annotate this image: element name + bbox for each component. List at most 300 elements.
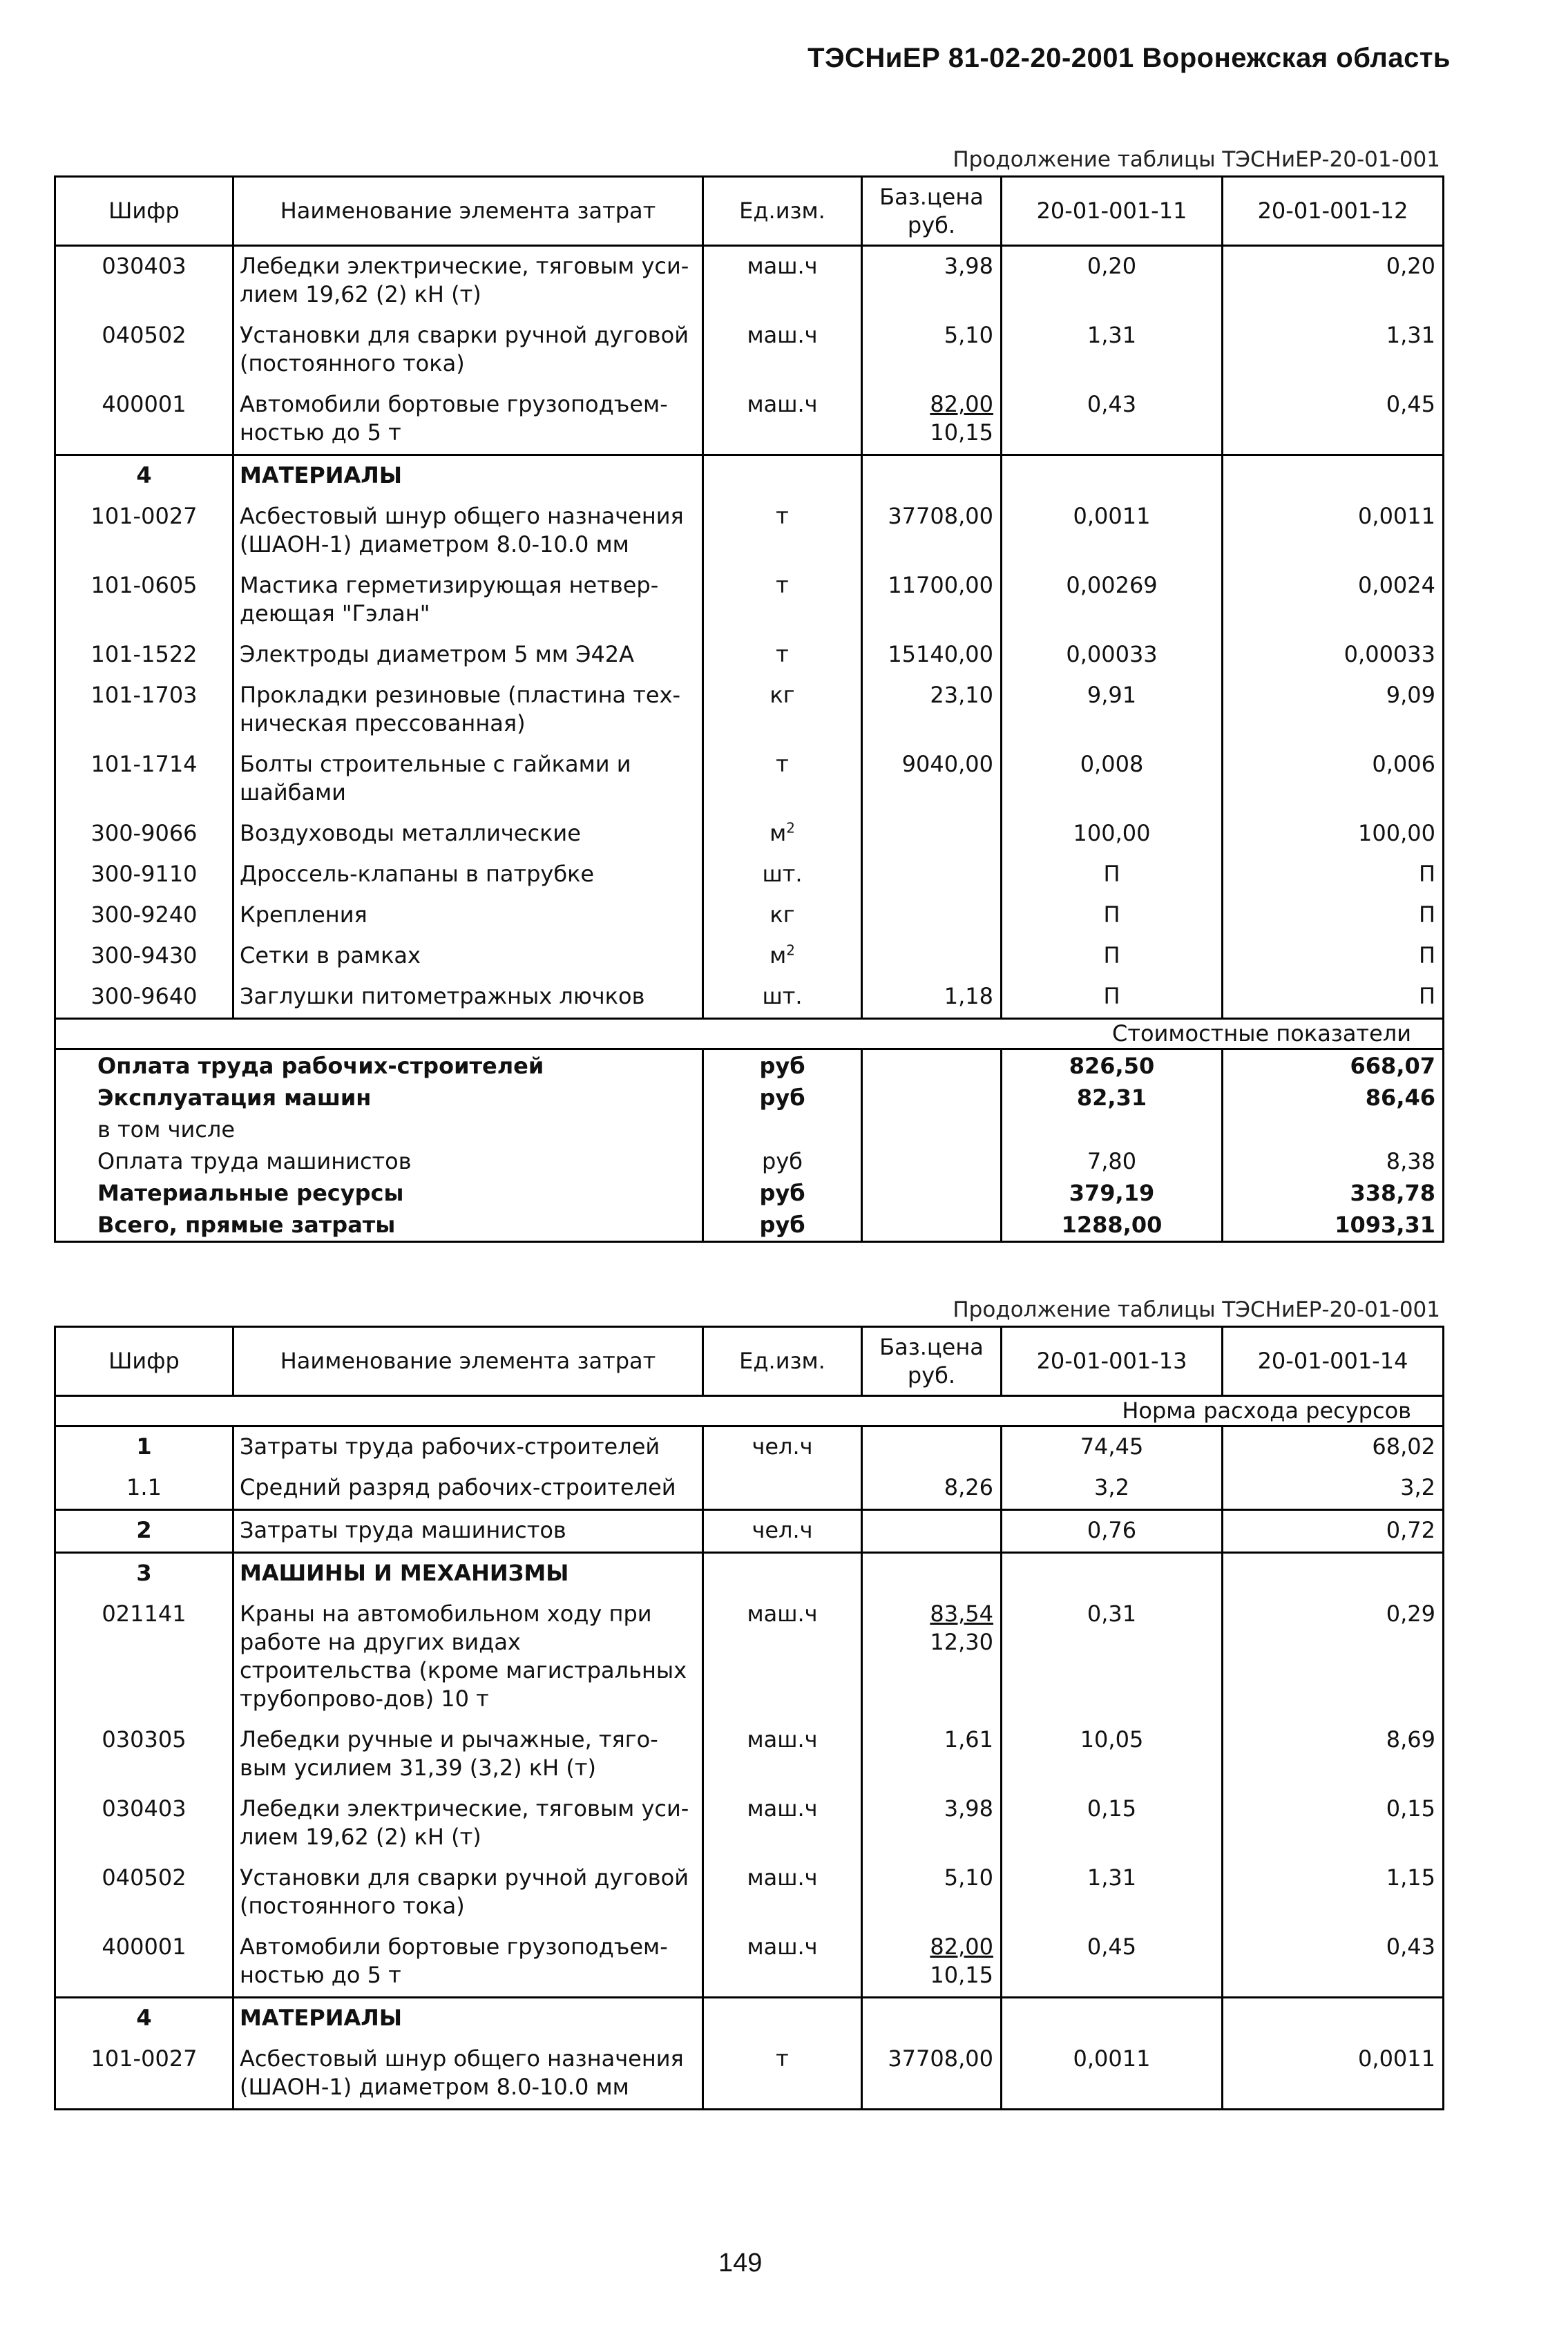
unit-cell	[703, 1927, 862, 1998]
item-name: Установки для сварки ручной дуговой (постоянного тока)	[240, 322, 689, 376]
code-cell	[55, 2039, 233, 2110]
column-header: Ед.изм.	[739, 1348, 825, 1374]
cost-label-cell	[55, 1082, 703, 1114]
unit-cell	[703, 316, 862, 385]
column-header-cell	[233, 177, 703, 246]
empty-cell	[862, 455, 1002, 497]
name-cell	[233, 1510, 703, 1553]
cost-label: Оплата труда машинистов	[97, 1148, 412, 1174]
value-cell	[1223, 1720, 1444, 1789]
value-cell	[1002, 1927, 1223, 1998]
cost-value-2: 8,38	[1386, 1148, 1435, 1174]
unit-cell	[703, 1468, 862, 1510]
cost-value-1: 379,19	[1069, 1180, 1155, 1206]
column-header-cell	[862, 1327, 1002, 1396]
column-header: Шифр	[108, 198, 180, 224]
unit-cell	[703, 1858, 862, 1927]
unit-superscript: 2	[786, 819, 795, 837]
price-cell	[862, 855, 1002, 895]
item-unit: чел.ч	[752, 1433, 813, 1460]
value-cell	[1002, 246, 1223, 316]
price-cell	[862, 1468, 1002, 1510]
band-row	[55, 1019, 1444, 1049]
code-cell	[55, 246, 233, 316]
item-code: 300-9240	[90, 901, 198, 928]
cost-label: Материальные ресурсы	[97, 1180, 404, 1206]
value-cell	[1223, 1510, 1444, 1553]
column-header: Наименование элемента затрат	[280, 198, 656, 224]
band-cell	[55, 1019, 1444, 1049]
cost-unit: руб	[759, 1053, 805, 1079]
item-unit: маш.ч	[747, 1934, 818, 1960]
unit-cell	[703, 497, 862, 566]
empty-cell	[862, 1553, 1002, 1595]
item-code: 101-0605	[90, 572, 198, 598]
table-row	[55, 977, 1444, 1019]
value-cell	[1002, 977, 1223, 1019]
empty-cell	[862, 1209, 1002, 1242]
table-row	[55, 1789, 1444, 1858]
name-cell	[233, 895, 703, 936]
name-cell	[233, 1927, 703, 1998]
unit-cell	[703, 566, 862, 635]
column-header: 20-01-001-14	[1257, 1348, 1408, 1374]
column-header: Баз.цена руб.	[879, 1333, 984, 1388]
item-price: 3,98	[944, 1795, 993, 1822]
item-price: 8,26	[944, 1474, 993, 1500]
value-1: 0,0011	[1073, 2045, 1151, 2072]
value-cell	[1223, 1114, 1444, 1145]
name-cell	[233, 977, 703, 1019]
code-cell	[55, 1789, 233, 1858]
cost-value-1: 826,50	[1069, 1053, 1155, 1079]
name-cell	[233, 2039, 703, 2110]
value-2: 0,45	[1386, 391, 1435, 417]
unit-cell	[703, 1177, 862, 1209]
empty-cell	[862, 1082, 1002, 1114]
value-2: 0,43	[1386, 1934, 1435, 1960]
cost-row	[55, 1082, 1444, 1114]
cost-value-1: 7,80	[1087, 1148, 1137, 1174]
value-1: 1,31	[1087, 322, 1137, 348]
unit-cell	[703, 1510, 862, 1553]
price-cell	[862, 1426, 1002, 1469]
table-row	[55, 676, 1444, 745]
value-cell	[1002, 745, 1223, 814]
code-cell	[55, 1927, 233, 1998]
value-cell	[1223, 246, 1444, 316]
item-unit: шт.	[762, 861, 803, 887]
value-cell	[1223, 1049, 1444, 1082]
table-row	[55, 1468, 1444, 1510]
name-cell	[233, 814, 703, 855]
empty-cell	[862, 1049, 1002, 1082]
value-2: 0,72	[1386, 1517, 1435, 1543]
code-cell	[55, 635, 233, 676]
item-price: 1,18	[944, 983, 993, 1009]
code-cell	[55, 1510, 233, 1553]
unit-cell	[703, 814, 862, 855]
value-cell	[1002, 1594, 1223, 1720]
value-cell	[1223, 1594, 1444, 1720]
section-title: МАШИНЫ И МЕХАНИЗМЫ	[240, 1560, 569, 1586]
name-cell	[233, 1468, 703, 1510]
column-header-cell	[862, 177, 1002, 246]
value-cell	[1223, 1858, 1444, 1927]
value-2: 100,00	[1358, 820, 1435, 846]
unit-cell	[703, 936, 862, 977]
item-name: Крепления	[240, 901, 367, 928]
code-cell	[55, 1468, 233, 1510]
value-cell	[1002, 1145, 1223, 1177]
value-2: 68,02	[1372, 1433, 1435, 1460]
item-price: 5,10	[944, 1864, 993, 1891]
cost-label-cell	[55, 1177, 703, 1209]
name-cell	[233, 635, 703, 676]
item-code: 021141	[102, 1601, 187, 1627]
value-1: 9,91	[1087, 682, 1137, 708]
unit-cell	[703, 1594, 862, 1720]
column-header-cell	[233, 1327, 703, 1396]
item-name: Прокладки резиновые (пластина тех-ническая прессованная)	[240, 682, 681, 736]
value-cell	[1002, 1049, 1223, 1082]
cost-value-2: 1093,31	[1335, 1212, 1435, 1238]
name-cell	[233, 497, 703, 566]
code-cell	[55, 566, 233, 635]
column-header: Ед.изм.	[739, 198, 825, 224]
unit-cell	[703, 1145, 862, 1177]
name-cell	[233, 1594, 703, 1720]
value-2: П	[1418, 861, 1435, 887]
table-row	[55, 635, 1444, 676]
item-name: Автомобили бортовые грузоподъем-ностью до 5 т	[240, 391, 668, 446]
value-1: 0,15	[1087, 1795, 1137, 1822]
empty-cell	[862, 1177, 1002, 1209]
cost-unit: руб	[759, 1085, 805, 1111]
value-cell	[1223, 316, 1444, 385]
cost-unit: руб	[762, 1148, 803, 1174]
unit-cell	[703, 1114, 862, 1145]
table-row	[55, 1858, 1444, 1927]
document-header: ТЭСНиЕР 81-02-20-2001 Воронежская область	[807, 43, 1451, 73]
item-name: Лебедки электрические, тяговым уси-лием 19,62 (2) кН (т)	[240, 1795, 689, 1850]
cost-label: Эксплуатация машин	[97, 1085, 372, 1111]
item-code: 101-1703	[90, 682, 198, 708]
item-code: 300-9110	[90, 861, 198, 887]
table-header-row	[55, 177, 1444, 246]
value-1: П	[1103, 901, 1120, 928]
price-cell	[862, 895, 1002, 936]
unit-cell	[703, 1049, 862, 1082]
value-2: 0,20	[1386, 253, 1435, 279]
item-name: Затраты труда машинистов	[240, 1517, 566, 1543]
column-header-cell	[1002, 1327, 1223, 1396]
code-cell	[55, 936, 233, 977]
item-unit: чел.ч	[752, 1517, 813, 1543]
item-code: 400001	[102, 1934, 187, 1960]
item-price: 82,00	[930, 391, 993, 417]
column-header-cell	[1223, 177, 1444, 246]
code-cell	[55, 1594, 233, 1720]
item-price: 5,10	[944, 322, 993, 348]
section-code: 4	[136, 2005, 152, 2031]
value-cell	[1223, 676, 1444, 745]
item-name: Установки для сварки ручной дуговой (постоянного тока)	[240, 1864, 689, 1919]
unit-cell	[703, 1209, 862, 1242]
empty-cell	[862, 1114, 1002, 1145]
unit-cell	[703, 1720, 862, 1789]
value-1: П	[1103, 942, 1120, 968]
value-cell	[1223, 1468, 1444, 1510]
column-header: 20-01-001-12	[1257, 198, 1408, 224]
table-row	[55, 1927, 1444, 1998]
item-price: 15140,00	[888, 641, 993, 667]
value-1: 74,45	[1080, 1433, 1144, 1460]
unit-cell	[703, 676, 862, 745]
section-row	[55, 1553, 1444, 1595]
value-cell	[1223, 497, 1444, 566]
code-cell	[55, 745, 233, 814]
code-cell	[55, 1720, 233, 1789]
value-1: 0,76	[1087, 1517, 1137, 1543]
price-cell	[862, 814, 1002, 855]
item-code: 300-9640	[90, 983, 198, 1009]
table-row	[55, 566, 1444, 635]
item-unit: м	[769, 820, 787, 846]
item-unit: т	[776, 641, 789, 667]
section-row	[55, 455, 1444, 497]
cost-value-1: 82,31	[1076, 1085, 1147, 1111]
empty-cell	[862, 1998, 1002, 2040]
name-cell	[233, 1789, 703, 1858]
value-cell	[1002, 895, 1223, 936]
name-cell	[233, 1426, 703, 1469]
empty-cell	[1002, 1553, 1223, 1595]
name-cell	[233, 566, 703, 635]
unit-cell	[703, 977, 862, 1019]
empty-cell	[1223, 1553, 1444, 1595]
column-header: Шифр	[108, 1348, 180, 1374]
price-cell	[862, 1510, 1002, 1553]
code-cell	[55, 497, 233, 566]
item-price-secondary: 10,15	[930, 1962, 993, 1988]
column-header-cell	[1002, 177, 1223, 246]
name-cell	[233, 936, 703, 977]
price-cell	[862, 316, 1002, 385]
value-cell	[1223, 977, 1444, 1019]
value-cell	[1002, 1426, 1223, 1469]
item-code: 101-1522	[90, 641, 198, 667]
item-unit: кг	[769, 682, 795, 708]
item-code: 040502	[102, 322, 187, 348]
empty-cell	[1002, 1998, 1223, 2040]
value-1: 0,0011	[1073, 503, 1151, 529]
item-code: 2	[136, 1517, 152, 1543]
table2-caption: Продолжение таблицы ТЭСНиЕР-20-01-001	[953, 1297, 1440, 1322]
value-2: 8,69	[1386, 1726, 1435, 1753]
item-code: 040502	[102, 1864, 187, 1891]
price-cell	[862, 977, 1002, 1019]
value-cell	[1002, 1789, 1223, 1858]
cost-row	[55, 1145, 1444, 1177]
item-price: 37708,00	[888, 2045, 993, 2072]
name-cell	[233, 1998, 703, 2040]
table-row	[55, 1426, 1444, 1469]
value-1: 1,31	[1087, 1864, 1137, 1891]
cost-label: Оплата труда рабочих-строителей	[97, 1053, 544, 1079]
item-unit: т	[776, 572, 789, 598]
unit-cell	[703, 635, 862, 676]
value-cell	[1223, 814, 1444, 855]
item-code: 030305	[102, 1726, 187, 1753]
value-cell	[1223, 895, 1444, 936]
item-unit: м	[769, 942, 787, 968]
column-header-cell	[55, 1327, 233, 1396]
column-header-cell	[1223, 1327, 1444, 1396]
value-cell	[1002, 497, 1223, 566]
item-name: Автомобили бортовые грузоподъем-ностью до 5 т	[240, 1934, 668, 1988]
value-2: 0,0011	[1358, 503, 1435, 529]
price-cell	[862, 745, 1002, 814]
table-row	[55, 1720, 1444, 1789]
code-cell	[55, 316, 233, 385]
code-cell	[55, 1553, 233, 1595]
value-cell	[1002, 1177, 1223, 1209]
name-cell	[233, 745, 703, 814]
cost-value-2: 668,07	[1350, 1053, 1435, 1079]
table-row	[55, 385, 1444, 455]
code-cell	[55, 676, 233, 745]
table-row	[55, 1510, 1444, 1553]
page-number: 149	[718, 2249, 763, 2278]
value-cell	[1002, 1082, 1223, 1114]
column-header: Наименование элемента затрат	[280, 1348, 656, 1374]
value-1: П	[1103, 983, 1120, 1009]
unit-cell	[703, 385, 862, 455]
cost-label-cell	[55, 1145, 703, 1177]
price-cell	[862, 1858, 1002, 1927]
column-header-cell	[703, 177, 862, 246]
unit-cell	[703, 2039, 862, 2110]
item-code: 400001	[102, 391, 187, 417]
section-code: 3	[136, 1560, 152, 1586]
value-cell	[1223, 1426, 1444, 1469]
item-name: Средний разряд рабочих-строителей	[240, 1474, 676, 1500]
value-1: 0,008	[1080, 751, 1144, 777]
value-2: П	[1418, 942, 1435, 968]
price-cell	[862, 676, 1002, 745]
empty-cell	[1223, 1998, 1444, 2040]
value-cell	[1223, 635, 1444, 676]
value-1: 0,45	[1087, 1934, 1137, 1960]
value-1: 0,43	[1087, 391, 1137, 417]
column-header: 20-01-001-11	[1036, 198, 1187, 224]
cost-value-2: 338,78	[1350, 1180, 1435, 1206]
cost-label-cell	[55, 1114, 703, 1145]
value-cell	[1002, 1510, 1223, 1553]
section-title: МАТЕРИАЛЫ	[240, 462, 403, 488]
item-code: 101-1714	[90, 751, 198, 777]
code-cell	[55, 1858, 233, 1927]
item-name: Болты строительные с гайками и шайбами	[240, 751, 631, 805]
value-1: П	[1103, 861, 1120, 887]
code-cell	[55, 385, 233, 455]
item-code: 030403	[102, 1795, 187, 1822]
price-cell	[862, 566, 1002, 635]
value-1: 0,00033	[1066, 641, 1158, 667]
value-2: 0,0024	[1358, 572, 1435, 598]
code-cell	[55, 1426, 233, 1469]
cost-value-2: 86,46	[1365, 1085, 1435, 1111]
value-cell	[1002, 936, 1223, 977]
price-cell	[862, 1594, 1002, 1720]
item-code: 030403	[102, 253, 187, 279]
item-price: 1,61	[944, 1726, 993, 1753]
column-header-cell	[703, 1327, 862, 1396]
empty-cell	[1223, 455, 1444, 497]
item-name: Лебедки ручные и рычажные, тяго-вым усилием 31,39 (3,2) кН (т)	[240, 1726, 658, 1781]
unit-cell	[703, 1082, 862, 1114]
empty-cell	[862, 1145, 1002, 1177]
cost-unit: руб	[759, 1180, 805, 1206]
item-price-secondary: 12,30	[930, 1629, 993, 1655]
value-1: 10,05	[1080, 1726, 1144, 1753]
value-cell	[1223, 1789, 1444, 1858]
cost-label: Всего, прямые затраты	[97, 1212, 396, 1238]
item-unit: маш.ч	[747, 391, 818, 417]
value-2: 0,0011	[1358, 2045, 1435, 2072]
item-unit: маш.ч	[747, 253, 818, 279]
item-name: Заглушки питометражных лючков	[240, 983, 645, 1009]
table-row	[55, 1594, 1444, 1720]
value-2: П	[1418, 901, 1435, 928]
price-cell	[862, 246, 1002, 316]
item-price: 23,10	[930, 682, 993, 708]
value-cell	[1002, 566, 1223, 635]
item-price: 37708,00	[888, 503, 993, 529]
item-name: Электроды диаметром 5 мм Э42А	[240, 641, 635, 667]
item-code: 1	[136, 1433, 152, 1460]
price-cell	[862, 497, 1002, 566]
value-2: 0,00033	[1344, 641, 1435, 667]
value-cell	[1223, 385, 1444, 455]
cost-unit: руб	[759, 1212, 805, 1238]
value-cell	[1223, 1177, 1444, 1209]
cost-label-cell	[55, 1209, 703, 1242]
value-2: 0,29	[1386, 1601, 1435, 1627]
code-cell	[55, 855, 233, 895]
value-cell	[1002, 855, 1223, 895]
value-cell	[1002, 316, 1223, 385]
item-unit: маш.ч	[747, 322, 818, 348]
cost-row	[55, 1209, 1444, 1242]
section-code: 4	[136, 462, 152, 488]
item-name: Сетки в рамках	[240, 942, 421, 968]
value-cell	[1223, 1145, 1444, 1177]
item-unit: маш.ч	[747, 1601, 818, 1627]
item-unit: маш.ч	[747, 1864, 818, 1891]
item-name: Асбестовый шнур общего назначения (ШАОН-1) диаметром 8.0-10.0 мм	[240, 2045, 684, 2100]
empty-cell	[703, 1998, 862, 2040]
value-cell	[1002, 2039, 1223, 2110]
value-cell	[1223, 566, 1444, 635]
item-price: 11700,00	[888, 572, 993, 598]
item-code: 300-9066	[90, 820, 198, 846]
name-cell	[233, 855, 703, 895]
value-cell	[1223, 2039, 1444, 2110]
cost-label: в том числе	[97, 1116, 235, 1143]
unit-cell	[703, 246, 862, 316]
